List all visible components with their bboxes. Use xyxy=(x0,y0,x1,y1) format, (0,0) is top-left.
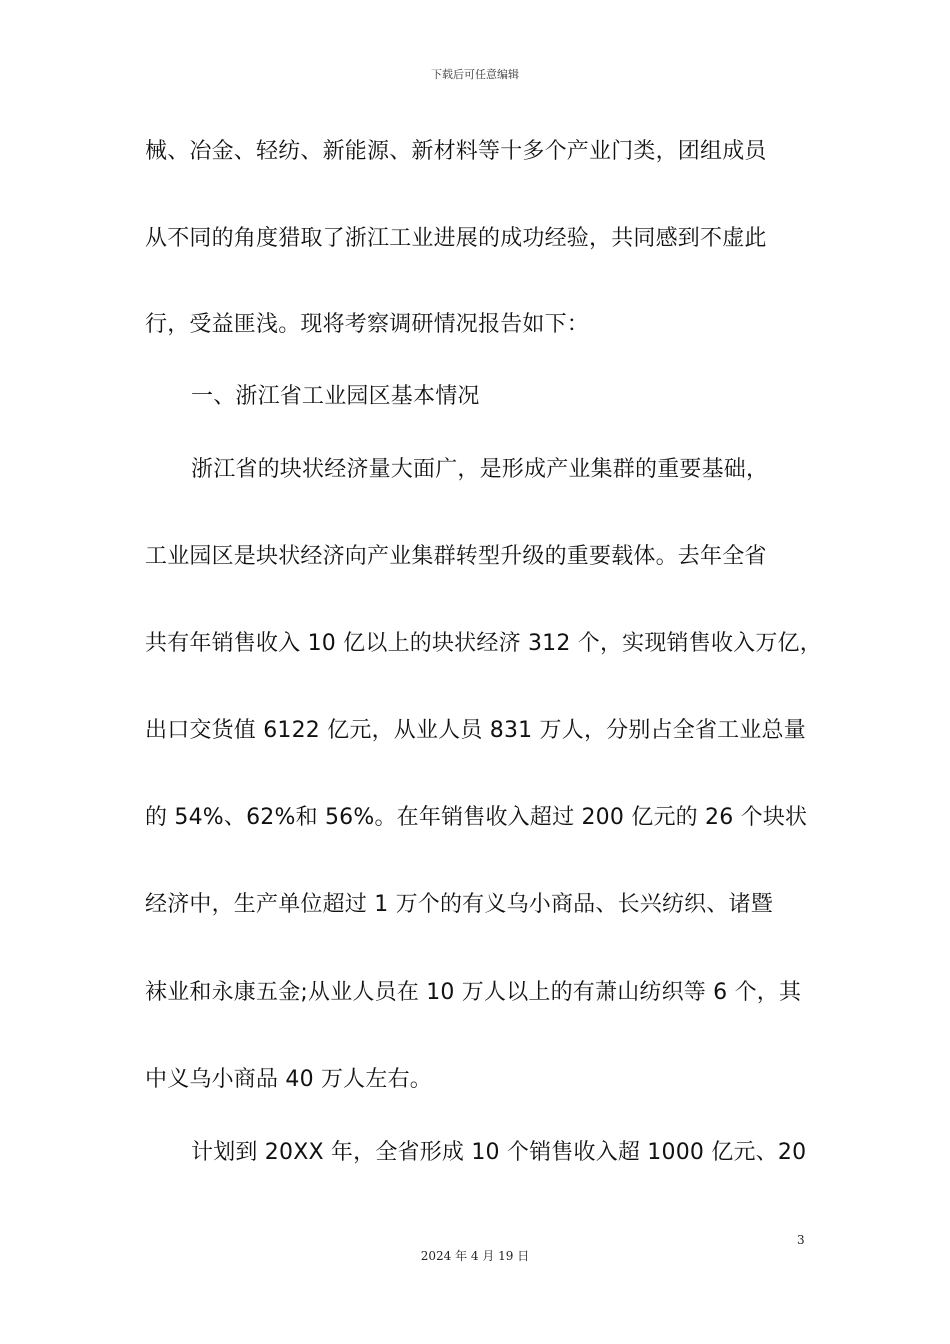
paragraph-line: 经济中，生产单位超过 1 万个的有义乌小商品、长兴纺织、诸暨 xyxy=(145,892,773,917)
paragraph-line: 的 54%、62%和 56%。在年销售收入超过 200 亿元的 26 个块状 xyxy=(145,805,808,830)
page-header: 下载后可任意编辑 xyxy=(431,68,519,81)
paragraph-line: 行，受益匪浅。现将考察调研情况报告如下： xyxy=(145,312,590,337)
paragraph-line: 工业园区是块状经济向产业集群转型升级的重要载体。去年全省 xyxy=(145,544,767,569)
paragraph-line: 械、冶金、轻纺、新能源、新材料等十多个产业门类，团组成员 xyxy=(145,139,767,164)
paragraph-line: 中义乌小商品 40 万人左右。 xyxy=(145,1067,432,1092)
paragraph-line: 袜业和永康五金;从业人员在 10 万人以上的有萧山纺织等 6 个，其 xyxy=(145,980,802,1005)
page-number: 3 xyxy=(797,1233,805,1247)
section-heading: 一、浙江省工业园区基本情况 xyxy=(191,384,480,409)
paragraph-line: 共有年销售收入 10 亿以上的块状经济 312 个，实现销售收入万亿， xyxy=(145,631,822,656)
footer-date: 2024 年 4 月 19 日 xyxy=(420,1249,530,1263)
paragraph-line: 出口交货值 6122 亿元，从业人员 831 万人，分别占全省工业总量 xyxy=(145,718,806,743)
paragraph-line: 计划到 20XX 年，全省形成 10 个销售收入超 1000 亿元、20 xyxy=(191,1140,807,1165)
paragraph-line: 从不同的角度猎取了浙江工业进展的成功经验，共同感到不虚此 xyxy=(145,226,767,251)
paragraph-line: 浙江省的块状经济量大面广，是形成产业集群的重要基础， xyxy=(191,457,769,482)
